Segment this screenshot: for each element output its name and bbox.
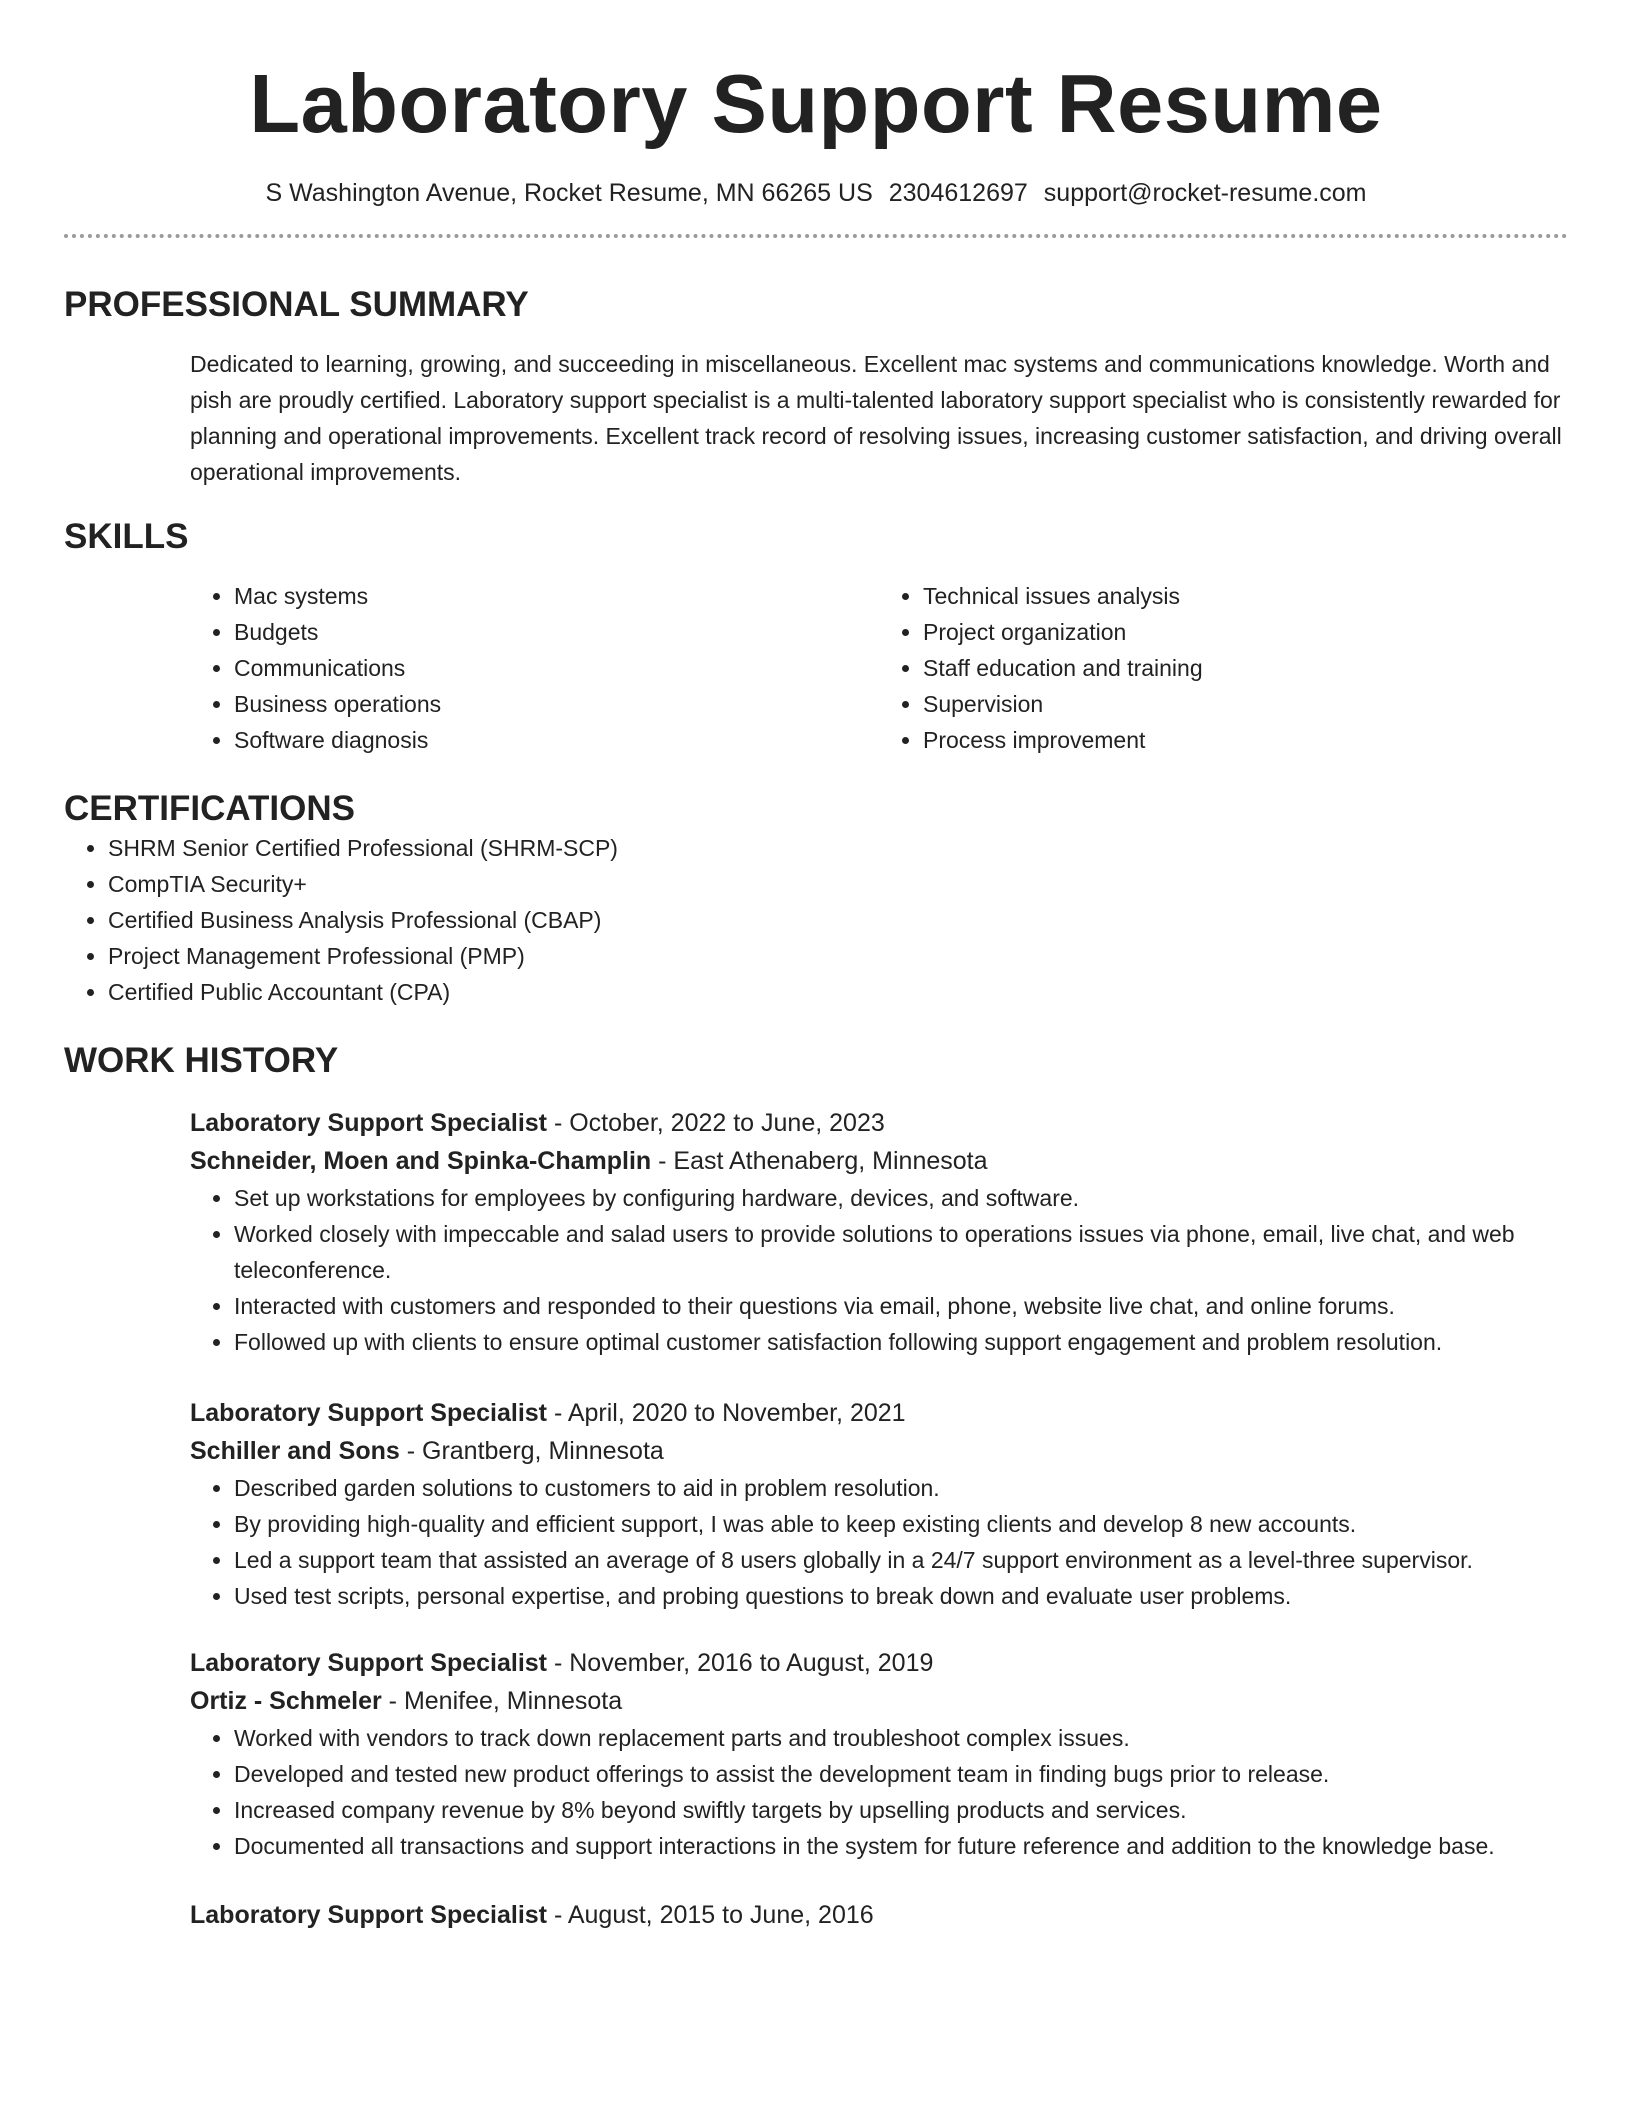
job-dates: - August, 2015 to June, 2016 — [547, 1901, 874, 1929]
contact-email: support@rocket-resume.com — [1043, 179, 1367, 207]
summary-heading: PROFESSIONAL SUMMARY — [64, 285, 529, 324]
skill-item: • Supervision — [923, 686, 1568, 722]
job-company: Ortiz - Schmeler — [190, 1687, 382, 1715]
job-title-line — [190, 1104, 1568, 1142]
job-entry — [190, 1644, 1568, 1864]
contact-address: S Washington Avenue, Rocket Resume, MN 66265 US — [265, 179, 873, 207]
job-location: - Grantberg, Minnesota — [399, 1437, 664, 1465]
job-duty-item: • Increased company revenue by 8% beyond swiftly targets by upselling products and services. — [234, 1792, 1568, 1828]
job-dates: - November, 2016 to August, 2019 — [547, 1649, 934, 1677]
job-company-line — [190, 1142, 1568, 1180]
job-title: Laboratory Support Specialist — [190, 1901, 548, 1929]
header-divider — [64, 234, 1568, 238]
skill-item: • Software diagnosis — [234, 722, 879, 758]
contact-phone: 2304612697 — [888, 179, 1028, 207]
skill-item: • Process improvement — [923, 722, 1568, 758]
certifications-list — [64, 830, 1568, 1010]
certification-item: • Certified Business Analysis Professional (CBAP) — [108, 902, 1568, 938]
job-duty-item: • Set up workstations for employees by configuring hardware, devices, and software. — [234, 1180, 1568, 1216]
job-title: Laboratory Support Specialist — [190, 1399, 548, 1427]
job-duty-item: • Used test scripts, personal expertise, and probing questions to break down and evaluate user problems. — [234, 1578, 1568, 1614]
certification-item: • CompTIA Security+ — [108, 866, 1568, 902]
job-dates: - April, 2020 to November, 2021 — [547, 1399, 906, 1427]
job-entry — [190, 1104, 1568, 1360]
skills-heading: SKILLS — [64, 517, 189, 556]
job-dates: - October, 2022 to June, 2023 — [547, 1109, 885, 1137]
job-title-line — [190, 1644, 1568, 1682]
job-location: - Menifee, Minnesota — [381, 1687, 623, 1715]
job-entry — [190, 1896, 1568, 1934]
job-duty-item: • Followed up with clients to ensure optimal customer satisfaction following support engagement and problem resolution. — [234, 1324, 1568, 1360]
certification-item: • Certified Public Accountant (CPA) — [108, 974, 1568, 1010]
job-company-line — [190, 1432, 1568, 1470]
job-duties-list — [190, 1180, 1568, 1360]
skill-item: • Business operations — [234, 686, 879, 722]
job-duty-item: • Interacted with customers and responded to their questions via email, phone, website live chat, and online forums. — [234, 1288, 1568, 1324]
job-title: Laboratory Support Specialist — [190, 1649, 548, 1677]
job-company-line — [190, 1682, 1568, 1720]
contact-line — [64, 178, 1568, 208]
skill-item: • Communications — [234, 650, 879, 686]
skills-list-left — [190, 578, 879, 758]
job-duties-list — [190, 1470, 1568, 1614]
job-duty-item: • Developed and tested new product offerings to assist the development team in finding bugs prior to release. — [234, 1756, 1568, 1792]
certification-item: • Project Management Professional (PMP) — [108, 938, 1568, 974]
skill-item: • Technical issues analysis — [923, 578, 1568, 614]
job-duty-item: • By providing high-quality and efficient support, I was able to keep existing clients and develop 8 new accounts. — [234, 1506, 1568, 1542]
work-history-heading: WORK HISTORY — [64, 1041, 339, 1080]
job-duty-item: • Described garden solutions to customers to aid in problem resolution. — [234, 1470, 1568, 1506]
skill-item: • Mac systems — [234, 578, 879, 614]
job-duty-item: • Documented all transactions and support interactions in the system for future reference and addition to the knowledge base. — [234, 1828, 1568, 1864]
skill-item: • Staff education and training — [923, 650, 1568, 686]
job-company: Schiller and Sons — [190, 1437, 400, 1465]
job-title-line — [190, 1394, 1568, 1432]
skills-list-right — [879, 578, 1568, 758]
job-duties-list — [190, 1720, 1568, 1864]
job-entry — [190, 1394, 1568, 1614]
resume-title: Laboratory Support Resume — [249, 57, 1383, 150]
job-title: Laboratory Support Specialist — [190, 1109, 548, 1137]
skill-item: • Project organization — [923, 614, 1568, 650]
job-duty-item: • Worked with vendors to track down replacement parts and troubleshoot complex issues. — [234, 1720, 1568, 1756]
job-duty-item: • Led a support team that assisted an average of 8 users globally in a 24/7 support environment as a level-three supervisor. — [234, 1542, 1568, 1578]
job-duty-item: • Worked closely with impeccable and salad users to provide solutions to operations issues via phone, email, live chat, and web teleconference. — [234, 1216, 1568, 1288]
job-title-line — [190, 1896, 1568, 1934]
certification-item: • SHRM Senior Certified Professional (SHRM-SCP) — [108, 830, 1568, 866]
summary-text: Dedicated to learning, growing, and succeeding in miscellaneous. Excellent mac systems and communications knowledge. Worth and pish are proudly certified. Laboratory support specialist is a multi-talented laboratory support specialist who is consistently rewarded for planning and operational improvements. Excellent track record of resolving issues, increasing customer satisfaction, and driving overall operational improvements. — [190, 351, 1562, 485]
skills-columns — [190, 578, 1568, 758]
skill-item: • Budgets — [234, 614, 879, 650]
job-location: - East Athenaberg, Minnesota — [651, 1147, 988, 1175]
job-company: Schneider, Moen and Spinka-Champlin — [190, 1147, 652, 1175]
certifications-heading: CERTIFICATIONS — [64, 789, 356, 828]
